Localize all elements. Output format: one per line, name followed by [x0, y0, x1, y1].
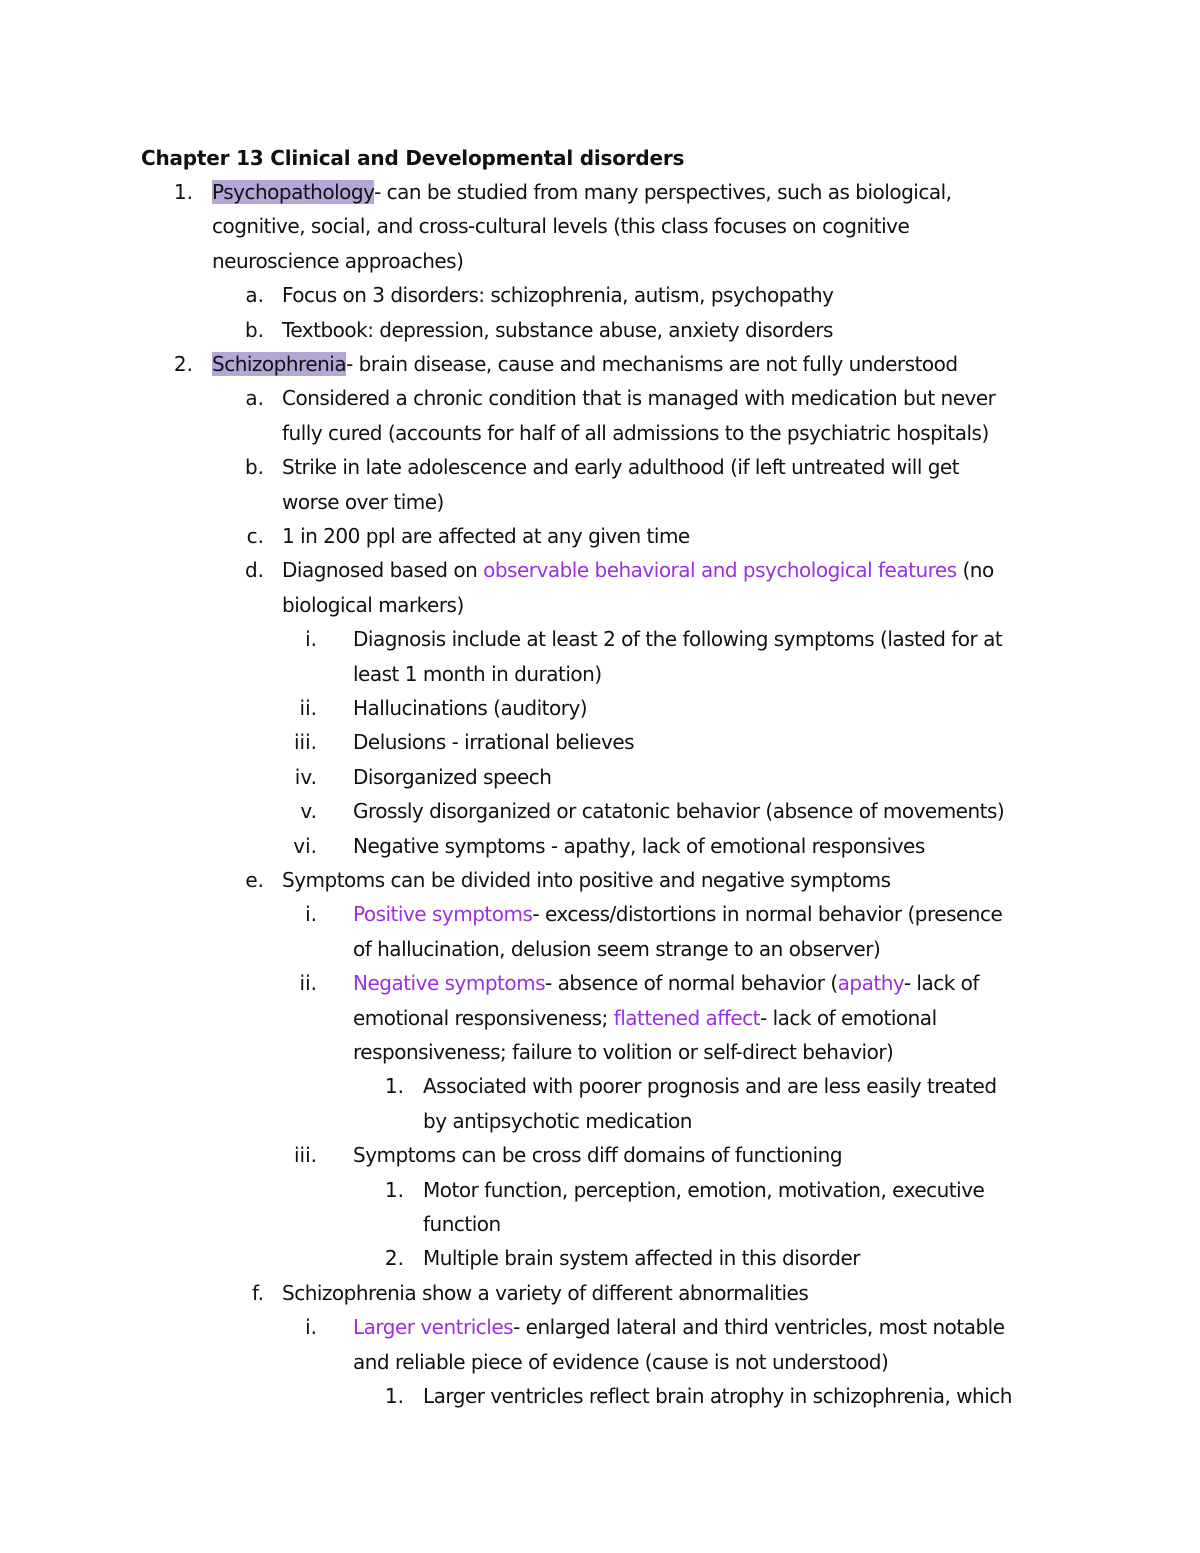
list-item-line — [353, 624, 1002, 654]
list-marker: iv. — [294, 764, 317, 789]
text-run: Grossly disorganized or catatonic behavior (absence of movements) — [353, 799, 1005, 824]
text-run: by antipsychotic medication — [423, 1108, 692, 1133]
list-marker: b. — [244, 455, 264, 480]
text-run: Motor function, perception, emotion, motivation, executive — [423, 1177, 985, 1202]
list-item-line — [282, 521, 690, 551]
colored-term: Larger ventricles — [353, 1315, 514, 1340]
text-run: function — [423, 1212, 501, 1236]
list-marker: ii. — [299, 696, 317, 720]
list-marker: a. — [245, 386, 264, 411]
text-run: - lack of — [903, 971, 979, 996]
list-item-line — [282, 315, 833, 345]
colored-term: apathy — [837, 971, 904, 996]
colored-term: flattened affect — [613, 1005, 761, 1030]
list-marker: f. — [252, 1280, 264, 1305]
list-item-line — [353, 1140, 842, 1170]
text-run: Diagnosed based on — [282, 558, 484, 583]
list-item-line — [353, 796, 1004, 826]
text-run: (no — [956, 558, 994, 583]
text-run: Strike in late adolescence and early adulthood (if left untreated will get — [282, 455, 960, 480]
list-marker: c. — [246, 524, 264, 548]
list-item-line — [423, 1243, 860, 1273]
text-run: Diagnosis include at least 2 of the following symptoms (lasted for at — [353, 627, 1003, 652]
text-run: biological markers) — [282, 592, 464, 617]
list-marker: iii. — [293, 1143, 317, 1168]
text-run: Hallucinations (auditory) — [353, 696, 588, 720]
text-run: neuroscience approaches) — [212, 248, 464, 273]
text-run: Textbook: depression, substance abuse, anxiety disorders — [282, 317, 833, 342]
text-run: Larger ventricles reflect brain atrophy in schizophrenia, which — [423, 1384, 1012, 1408]
list-marker: 1. — [384, 1177, 404, 1202]
text-run: responsiveness; failure to volition or self-direct behavior) — [353, 1040, 894, 1064]
list-item-line — [353, 1003, 937, 1033]
list-marker: 1. — [384, 1384, 404, 1408]
colored-term: Positive symptoms — [353, 902, 533, 927]
text-run: - enlarged lateral and third ventricles, most notable — [513, 1315, 1005, 1340]
colored-term: Negative symptoms — [353, 971, 546, 996]
list-item-line — [353, 1037, 893, 1067]
list-marker: iii. — [293, 730, 317, 755]
text-run: emotional responsiveness; — [353, 1005, 614, 1030]
text-run: Delusions - irrational believes — [353, 730, 635, 755]
list-item-line — [282, 590, 464, 620]
list-marker: a. — [245, 283, 264, 308]
list-item-line — [282, 865, 891, 895]
list-item-line — [212, 177, 952, 207]
list-marker: v. — [300, 799, 317, 824]
list-item-line — [353, 762, 551, 792]
list-marker: ii. — [299, 971, 317, 996]
text-run: least 1 month in duration) — [353, 661, 602, 686]
list-item-line — [282, 1278, 808, 1308]
text-run: fully cured (accounts for half of all admissions to the psychiatric hospitals) — [282, 420, 989, 445]
list-item-line — [282, 418, 989, 448]
list-marker: i. — [305, 1315, 317, 1340]
list-item-line — [353, 727, 634, 757]
colored-term: observable behavioral and psychological features — [483, 558, 957, 583]
list-item-line — [212, 211, 909, 241]
list-marker: b. — [244, 317, 264, 342]
list-item-line — [353, 831, 925, 861]
list-marker: 1. — [173, 180, 193, 204]
list-item-line — [282, 555, 994, 585]
list-marker: 2. — [173, 352, 193, 376]
list-marker: d. — [244, 558, 264, 583]
list-item-line — [212, 349, 958, 379]
text-run: Focus on 3 disorders: schizophrenia, autism, psychopathy — [282, 283, 834, 308]
list-item-line — [353, 934, 880, 964]
list-item-line — [282, 280, 834, 310]
text-run: - can be studied from many perspectives, such as biological, — [374, 180, 952, 204]
list-item-line — [353, 1312, 1005, 1342]
list-marker: 2. — [384, 1246, 404, 1271]
list-item-line — [353, 659, 602, 689]
text-run: - absence of normal behavior ( — [545, 971, 838, 996]
text-run: Symptoms can be divided into positive and negative symptoms — [282, 868, 891, 892]
list-marker: vi. — [293, 833, 317, 858]
list-marker: 1. — [384, 1074, 404, 1099]
text-run: worse over time) — [282, 489, 444, 514]
list-item-line — [212, 246, 463, 276]
text-run: Symptoms can be cross diff domains of functioning — [353, 1143, 843, 1168]
text-run: - lack of emotional — [760, 1005, 937, 1030]
highlighted-term: Psychopathology — [212, 180, 375, 204]
text-run: cognitive, social, and cross-cultural levels (this class focuses on cognitive — [212, 214, 910, 239]
text-run: Negative symptoms - apathy, lack of emotional responsives — [353, 833, 925, 858]
text-run: Disorganized speech — [353, 764, 552, 789]
text-run: Multiple brain system affected in this disorder — [423, 1246, 861, 1271]
list-item-line — [353, 968, 979, 998]
list-marker: e. — [245, 868, 264, 892]
list-item-line — [282, 487, 444, 517]
list-item-line — [353, 899, 1002, 929]
list-item-line — [353, 693, 587, 723]
text-run: and reliable piece of evidence (cause is not understood) — [353, 1349, 889, 1374]
text-run: - excess/distortions in normal behavior (presence — [532, 902, 1003, 927]
text-run: Considered a chronic condition that is managed with medication but never — [282, 386, 996, 411]
text-run: - brain disease, cause and mechanisms are not fully understood — [346, 352, 958, 376]
text-run: of hallucination, delusion seem strange to an observer) — [353, 936, 881, 961]
list-item-line — [282, 383, 995, 413]
list-item-line — [423, 1381, 1012, 1411]
list-item-line — [423, 1209, 501, 1239]
text-run: 1 in 200 ppl are affected at any given time — [282, 524, 690, 548]
list-item-line — [423, 1175, 984, 1205]
list-marker: i. — [305, 627, 317, 652]
text-run: Schizophrenia show a variety of different abnormalities — [282, 1280, 809, 1305]
text-run: Associated with poorer prognosis and are less easily treated — [423, 1074, 997, 1099]
list-item-line — [423, 1106, 692, 1136]
list-item-line — [282, 452, 959, 482]
page-title: Chapter 13 Clinical and Developmental disorders — [141, 146, 685, 170]
list-item-line — [423, 1071, 997, 1101]
highlighted-term: Schizophrenia — [212, 352, 347, 376]
list-item-line — [353, 1347, 888, 1377]
list-marker: i. — [305, 902, 317, 927]
